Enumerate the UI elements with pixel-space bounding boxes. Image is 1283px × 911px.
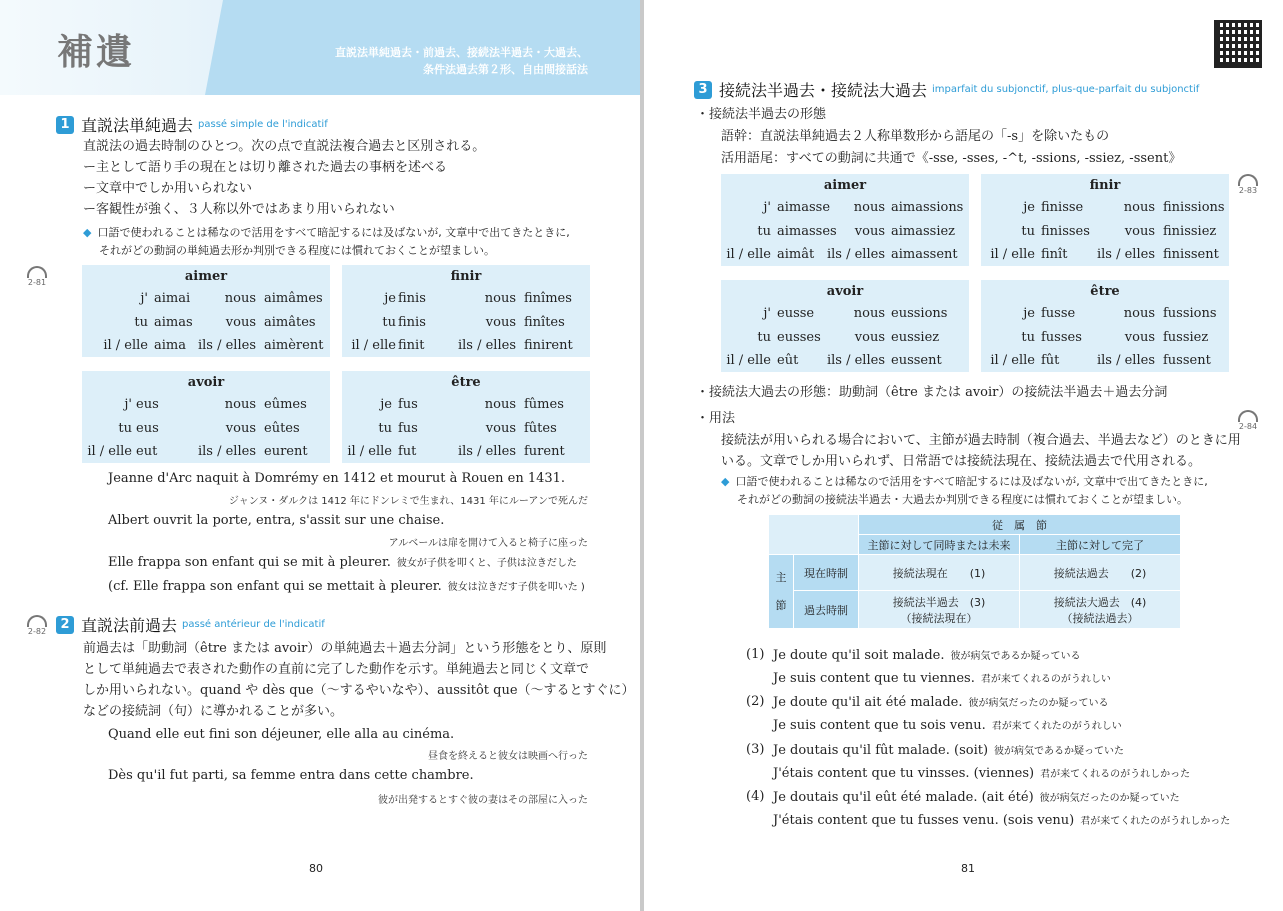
diamond-icon: ◆	[83, 226, 92, 239]
conjugation-table-etre: être je fusse nous fussions tu fusses vous fussiez il / elle fût ils / elles fussent	[981, 280, 1229, 372]
right-page	[644, 0, 1283, 911]
example-number: (1)	[746, 647, 765, 662]
headphones-icon	[1238, 174, 1258, 186]
usage-text: 接続法が用いられる場合において、主節が過去時制（複合過去、半過去など）のときに用 いる。文章でしか用いられず、日常語では接続法現在、接続法過去で代用される。	[721, 433, 1241, 469]
example-sentence: Jeanne d'Arc naquit à Domrémy en 1412 et mourut à Rouen en 1431.	[108, 471, 566, 486]
audio-track-icon[interactable]: 2-84	[1235, 410, 1261, 431]
example-sentence: Je doute qu'il soit malade. 彼が病気であるか疑っている	[773, 648, 1081, 663]
headphones-icon	[1238, 410, 1258, 422]
example-number: (4)	[746, 789, 765, 804]
subordinate-clause-header: 従 属 節	[859, 515, 1181, 535]
table-cell: 接続法現在 (1)	[859, 555, 1020, 591]
example-sentence: J'étais content que tu fusses venu. (sois venu) 君が来てくれたのがうれしかった	[773, 813, 1231, 828]
example-sentence: Je doute qu'il ait été malade. 彼が病気だったのか疑っている	[773, 695, 1109, 710]
page-number: 81	[961, 862, 975, 875]
example-sentence: Je doutais qu'il eût été malade. (ait été) 彼が病気だったのか疑っていた	[773, 790, 1180, 805]
section-3-note: ◆ 口語で使われることは稀なので活用をすべて暗記するには及ばないが, 文章中で出てきたときに, それがどの動詞の接続法半過去・大過去か判別できる程度には慣れておくことが望ましい。	[721, 475, 1208, 506]
page-title: 補遺	[57, 31, 136, 73]
plus-que-parfait-form: ・接続法大過去の形態：助動詞（être または avoir）の接続法半過去＋過去分詞	[696, 385, 1168, 400]
example-sentence: Je suis content que tu viennes. 君が来てくれるのがうれしい	[773, 671, 1111, 686]
example-sentence: Je suis content que tu sois venu. 君が来てくれたのがうれしい	[773, 718, 1122, 733]
headphones-icon	[27, 266, 47, 278]
example-number: (3)	[746, 742, 765, 757]
example-number: (2)	[746, 694, 765, 709]
conjugation-table-aimer: aimer j' aimasse nous aimassions tu aimasses vous aimassiez il / elle aimât ils / elles aimassent	[721, 174, 969, 266]
row-header: 現在時制	[794, 555, 859, 591]
diamond-icon: ◆	[721, 475, 730, 488]
conjugation-table-aimer: aimer j' aimai nous aimâmes tu aimas vous aimâtes il / elle aima ils / elles aimèrent	[82, 265, 330, 357]
form-line: 活用語尾：すべての動詞に共通で《-sse, -sses, -^t, -ssions, -ssiez, -ssent》	[721, 151, 1182, 166]
column-header: 主節に対して完了	[1020, 535, 1181, 555]
form-line: 語幹：直説法単純過去２人称単数形から語尾の「-s」を除いたもの	[721, 129, 1110, 144]
table-cell: 接続法過去 (2)	[1020, 555, 1181, 591]
table-cell: 接続法大過去 (4) （接続法過去）	[1020, 591, 1181, 629]
column-header: 主節に対して同時または未来	[859, 535, 1020, 555]
audio-track-icon[interactable]: 2-83	[1235, 174, 1261, 195]
example-sentence: Albert ouvrit la porte, entra, s'assit sur une chaise.	[108, 513, 445, 528]
section-1-note: ◆ 口語で使われることは稀なので活用をすべて暗記するには及ばないが, 文章中で出てきたときに, それがどの動詞の単純過去形か判別できる程度には慣れておくことが望ましい。	[83, 226, 570, 257]
qr-code-icon[interactable]	[1214, 20, 1262, 68]
left-page	[0, 0, 640, 911]
conjugation-table-etre: être je fus nous fûmes tu fus vous fûtes il / elle fut ils / elles furent	[342, 371, 590, 463]
table-cell: 接続法半過去 (3) （接続法現在）	[859, 591, 1020, 629]
example-sentence: Je doutais qu'il fût malade. (soit) 彼が病気であるか疑っていた	[773, 743, 1125, 758]
example-translation: 彼が出発するとすぐ彼の妻はその部屋に入った	[378, 795, 588, 806]
conjugation-table-avoir: avoir j' eus nous eûmes tu eus vous eûtes il / elle eut ils / elles eurent	[82, 371, 330, 463]
section-1-text: 直説法の過去時制のひとつ。次の点で直説法複合過去と区別される。 ー主として語り手の現在とは切り離された過去の事柄を述べる ー文章中でしか用いられない ー客観性が強く、３人称以外ではあまり用いられない	[83, 139, 486, 217]
tense-agreement-table	[768, 514, 1181, 629]
audio-track-icon[interactable]: 2-81	[24, 266, 50, 287]
row-header: 過去時制	[794, 591, 859, 629]
example-sentence: (cf. Elle frappa son enfant qui se mettait à pleurer. 彼女は泣きだす子供を叩いた )	[108, 579, 585, 594]
form-heading: ・接続法半過去の形態	[696, 107, 827, 122]
example-sentence: Quand elle eut fini son déjeuner, elle alla au cinéma.	[108, 727, 455, 742]
headphones-icon	[27, 615, 47, 627]
section-1-heading: 1 直説法単純過去 passé simple de l'indicatif	[56, 113, 328, 136]
example-translation: 昼食を終えると彼女は映画へ行った	[428, 751, 588, 762]
page-number: 80	[309, 862, 323, 875]
section-2-text: 前過去は「助動詞（être または avoir）の単純過去＋過去分詞」という形態をとり、原則 として単純過去で表された動作の直前に完了した動作を示す。単純過去と同じく文章で しか用いられない。quand や dès que（～するやいなや）、aussitôt que（～するとすぐに） などの接続詞（句）に導かれることが多い。	[83, 641, 635, 719]
section-2-heading: 2 直説法前過去 passé antérieur de l'indicatif	[56, 613, 325, 636]
usage-heading: ・用法	[696, 411, 736, 426]
conjugation-table-avoir: avoir j' eusse nous eussions tu eusses vous eussiez il / elle eût ils / elles eussent	[721, 280, 969, 372]
conjugation-table-finir: finir je finis nous finîmes tu finis vous finîtes il / elle finit ils / elles finirent	[342, 265, 590, 357]
example-translation: アルベールは扉を開けて入ると椅子に座った	[388, 538, 588, 549]
header-subtitle: 直説法単純過去・前過去、接続法半過去・大過去、 条件法過去第２形、自由間接話法	[335, 46, 588, 76]
conjugation-table-finir: finir je finisse nous finissions tu finisses vous finissiez il / elle finît ils / elles finissent	[981, 174, 1229, 266]
example-sentence: J'étais content que tu vinsses. (viennes) 君が来てくれるのがうれしかった	[773, 766, 1191, 781]
main-clause-header: 主 節	[769, 555, 794, 629]
example-translation: ジャンヌ・ダルクは 1412 年にドンレミで生まれ、1431 年にルーアンで死んだ	[228, 496, 588, 507]
example-sentence: Elle frappa son enfant qui se mit à pleurer. 彼女が子供を叩くと、子供は泣きだした	[108, 555, 577, 570]
section-3-heading: 3 接続法半過去・接続法大過去 imparfait du subjonctif, plus-que-parfait du subjonctif	[694, 78, 1199, 101]
example-sentence: Dès qu'il fut parti, sa femme entra dans cette chambre.	[108, 768, 474, 783]
audio-track-icon[interactable]: 2-82	[24, 615, 50, 636]
